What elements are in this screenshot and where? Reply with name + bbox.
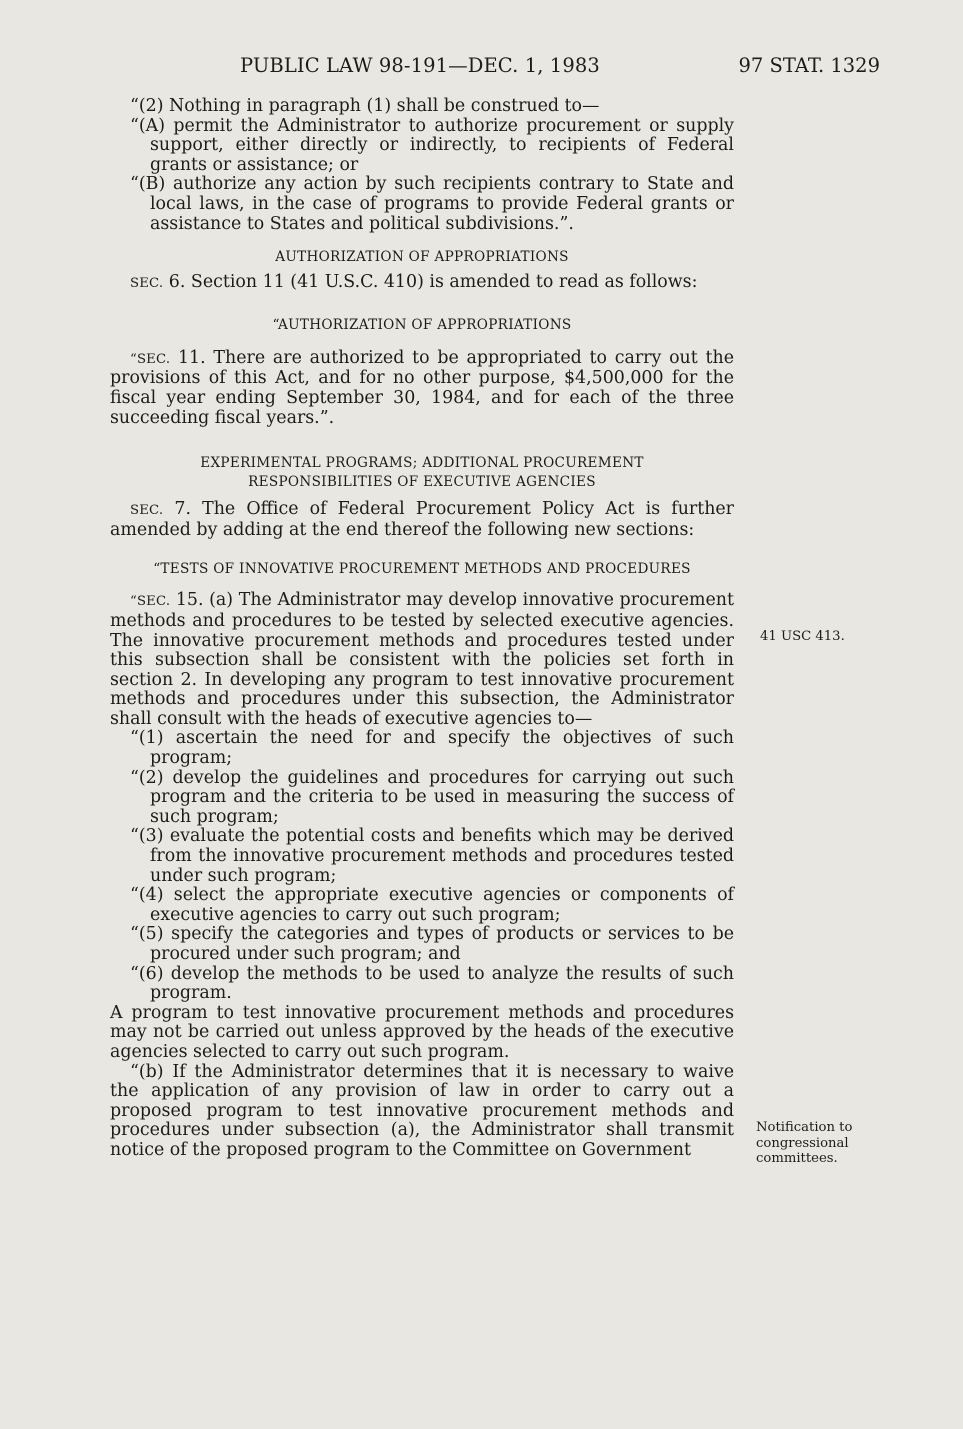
- list-item-2: “(2) develop the guidelines and procedures for carrying out such program and the criteria to be used in measuring the success of such program;: [130, 767, 734, 827]
- heading-experimental-1: EXPERIMENTAL PROGRAMS; ADDITIONAL PROCUREMENT: [200, 455, 644, 472]
- list-item-5: “(5) specify the categories and types of products or services to be procured under such program; and: [130, 924, 734, 964]
- document-body: [110, 97, 734, 1161]
- heading-authorization: AUTHORIZATION OF APPROPRIATIONS: [275, 249, 569, 266]
- list-item-1: “(1) ascertain the need for and specify the objectives of such program;: [130, 728, 734, 769]
- program-approval-paragraph: A program to test innovative procurement methods and procedures may not be carried out unless approved by the heads of the executive agencies selected to carry out such program.: [110, 1002, 734, 1062]
- paragraph-2-a: “(A) permit the Administrator to authorize procurement or supply support, either directly or indirectly, to recipients of Federal grants or assistance; or: [130, 115, 734, 175]
- section-7: SEC. 7. The Office of Federal Procurement Policy Act is further amended by adding at the end thereof the following new sections:: [110, 499, 734, 540]
- list-item-4: “(4) select the appropriate executive agencies or components of executive agencies to carry out such program;: [130, 885, 734, 925]
- header-stat-page: 97 STAT. 1329: [738, 54, 880, 77]
- margin-note-notification: Notification to congressional committees.: [756, 1120, 853, 1166]
- header-title: PUBLIC LAW 98-191—DEC. 1, 1983: [240, 54, 600, 77]
- margin-note-usc-413: 41 USC 413.: [760, 629, 845, 644]
- paragraph-2-b: “(B) authorize any action by such recipients contrary to State and local laws, in the case of programs to provide Federal grants or assistance to States and political subdivisions.”.: [130, 174, 734, 234]
- paragraph-2-intro: “(2) Nothing in paragraph (1) shall be construed to—: [130, 96, 600, 116]
- page-header: [110, 54, 880, 80]
- heading-experimental-2: RESPONSIBILITIES OF EXECUTIVE AGENCIES: [248, 474, 596, 491]
- heading-tests: “TESTS OF INNOVATIVE PROCUREMENT METHODS AND PROCEDURES: [153, 561, 691, 578]
- section-11: “SEC. 11. There are authorized to be appropriated to carry out the provisions of this Act, and for no other purpose, $4,500,000 for the fiscal year ending September 30, 1984, and for each of the three succeeding fiscal years.”.: [110, 347, 734, 428]
- list-item-6: “(6) develop the methods to be used to analyze the results of such program.: [130, 963, 734, 1004]
- section-15-b: “(b) If the Administrator determines that it is necessary to waive the application of any provision of law in order to carry out a proposed program to test innovative procurement methods and procedures under subsection (a), the Administrator shall transmit notice of the proposed program to the Committee on Government: [110, 1061, 734, 1160]
- list-item-3: “(3) evaluate the potential costs and benefits which may be derived from the innovative procurement methods and procedures tested under such program;: [130, 826, 734, 886]
- heading-authorization-quoted: “AUTHORIZATION OF APPROPRIATIONS: [272, 316, 572, 333]
- section-15-a: “SEC. 15. (a) The Administrator may develop innovative procurement methods and procedures to be tested by selected executive agencies. The innovative procurement methods and procedures tested under this subsection shall be consistent with the policies set forth in section 2. In developing any program to test innovative procurement methods and procedures under this subsection, the Administrator shall consult with the heads of executive agencies to—: [110, 590, 734, 729]
- section-6: SEC. 6. Section 11 (41 U.S.C. 410) is amended to read as follows:: [130, 272, 698, 293]
